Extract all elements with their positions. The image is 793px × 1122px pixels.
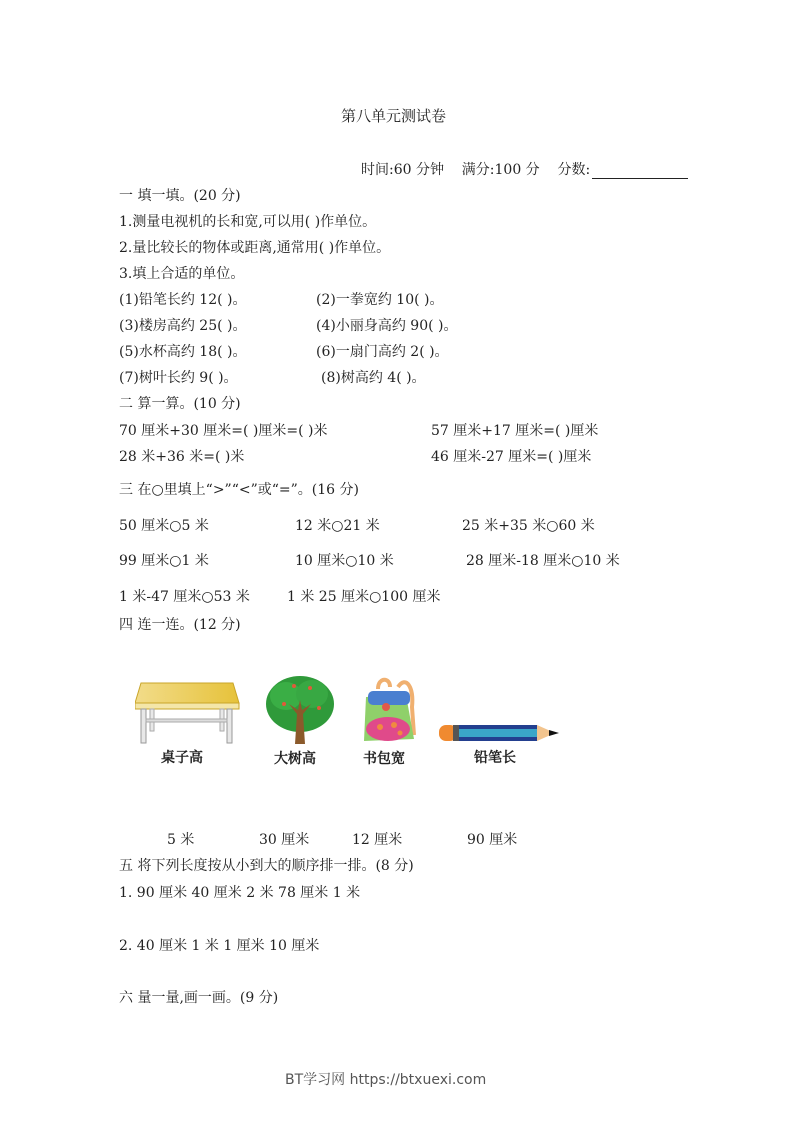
s1-q2: 2.量比较长的物体或距离,通常用( )作单位。	[119, 240, 391, 256]
s3-item: 1 米-47 厘米○53 米	[119, 589, 250, 605]
full-score-label: 满分:100 分	[461, 162, 540, 178]
s3-item: 12 米○21 米	[295, 518, 380, 534]
section5-heading: 五 将下列长度按从小到大的顺序排一排。(8 分)	[119, 858, 414, 874]
section1-heading: 一 填一填。(20 分)	[119, 188, 241, 204]
s2-item: 57 厘米+17 厘米=( )厘米	[431, 423, 599, 439]
match-value: 30 厘米	[259, 832, 310, 848]
match-value: 12 厘米	[352, 832, 403, 848]
s1-item: (1)铅笔长约 12( )。	[119, 292, 247, 308]
section4-heading: 四 连一连。(12 分)	[119, 617, 241, 633]
s3-item: 99 厘米○1 米	[119, 553, 209, 569]
s3-item: 28 厘米-18 厘米○10 米	[466, 553, 620, 569]
s3-item: 10 厘米○10 米	[295, 553, 394, 569]
match-value: 5 米	[167, 832, 195, 848]
s1-item: (4)小丽身高约 90( )。	[316, 318, 458, 334]
section6-heading: 六 量一量,画一画。(9 分)	[119, 990, 279, 1006]
s1-q1: 1.测量电视机的长和宽,可以用( )作单位。	[119, 214, 377, 230]
footer-watermark: BT学习网 https://btxuexi.com	[285, 1072, 487, 1088]
score-label: 分数:	[557, 162, 591, 178]
picture-caption: 大树高	[274, 751, 316, 767]
table-picture-icon	[135, 681, 241, 745]
page-title: 第八单元测试卷	[341, 107, 447, 125]
picture-caption: 桌子高	[161, 750, 203, 766]
backpack-picture-icon	[356, 677, 426, 745]
picture-caption: 铅笔长	[474, 750, 516, 766]
section3-heading: 三 在○里填上“>”“<”或“=”。(16 分)	[119, 482, 359, 498]
s1-item: (2)一拳宽约 10( )。	[316, 292, 444, 308]
picture-caption: 书包宽	[363, 751, 405, 767]
s2-item: 70 厘米+30 厘米=( )厘米=( )米	[119, 423, 328, 439]
s2-item: 46 厘米-27 厘米=( )厘米	[431, 449, 592, 465]
s3-item: 25 米+35 米○60 米	[462, 518, 595, 534]
section2-heading: 二 算一算。(10 分)	[119, 396, 241, 412]
s5-q1: 1. 90 厘米 40 厘米 2 米 78 厘米 1 米	[119, 885, 361, 901]
match-value: 90 厘米	[467, 832, 518, 848]
s3-item: 50 厘米○5 米	[119, 518, 209, 534]
s1-q3: 3.填上合适的单位。	[119, 266, 245, 282]
s1-item: (8)树高约 4( )。	[321, 370, 426, 386]
tree-picture-icon	[264, 674, 336, 746]
s1-item: (6)一扇门高约 2( )。	[316, 344, 449, 360]
score-blank[interactable]	[592, 164, 688, 179]
time-label: 时间:60 分钟	[361, 162, 444, 178]
s5-q2: 2. 40 厘米 1 米 1 厘米 10 厘米	[119, 938, 320, 954]
s3-item: 1 米 25 厘米○100 厘米	[287, 589, 441, 605]
pencil-picture-icon	[439, 722, 561, 744]
s1-item: (3)楼房高约 25( )。	[119, 318, 247, 334]
s2-item: 28 米+36 米=( )米	[119, 449, 245, 465]
s1-item: (5)水杯高约 18( )。	[119, 344, 247, 360]
exam-info	[361, 161, 688, 179]
s1-item: (7)树叶长约 9( )。	[119, 370, 238, 386]
